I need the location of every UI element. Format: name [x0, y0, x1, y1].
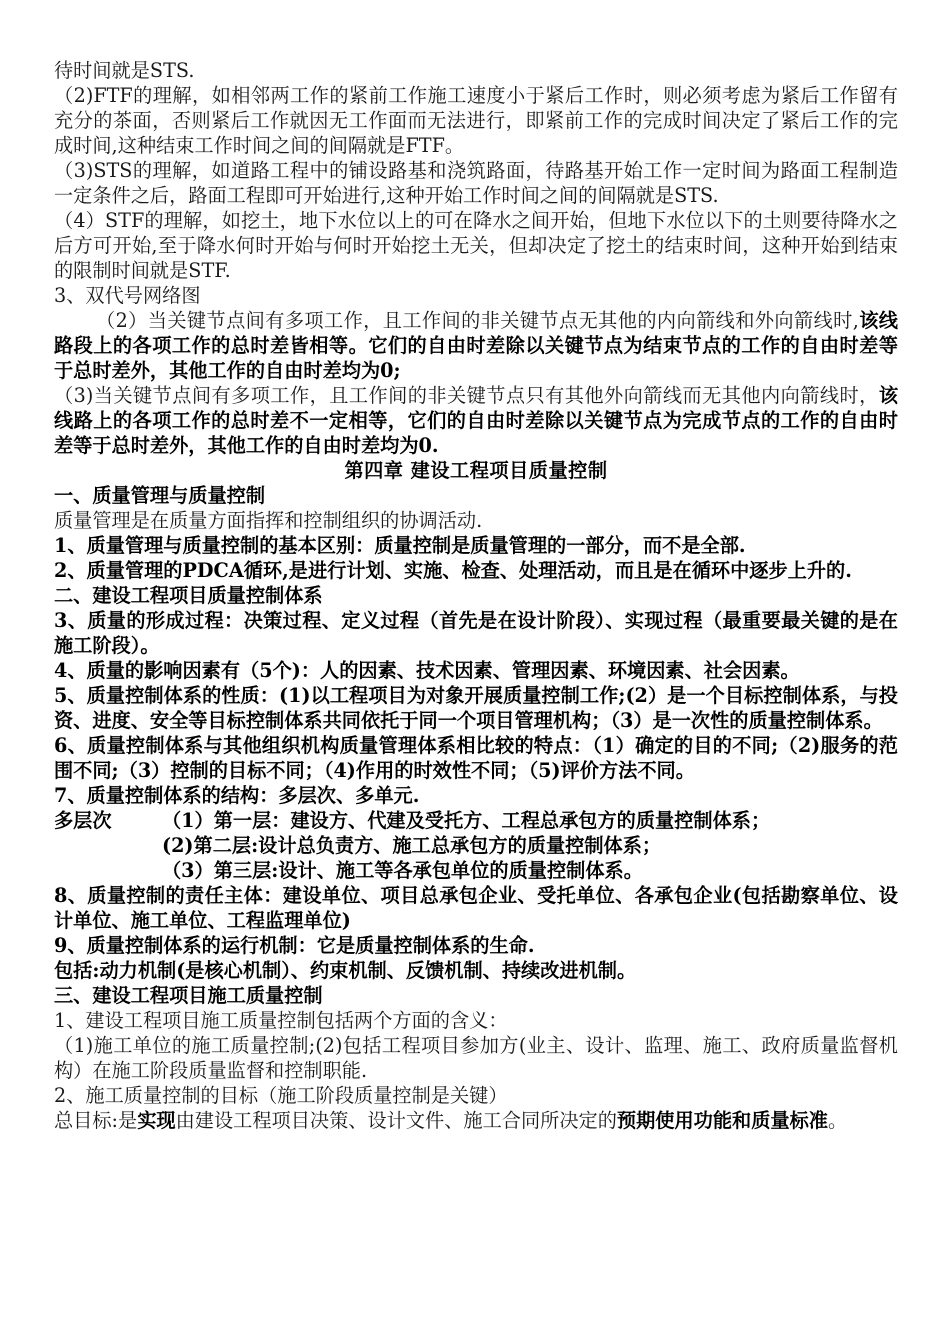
text-bold: 预期使用功能和质量标准: [616, 1109, 828, 1132]
paragraph-critical-node-2: [54, 308, 898, 383]
item-4: 4、质量的影响因素有（5个)：人的因素、技术因素、管理因素、环境因素、社会因素。: [54, 659, 800, 682]
item-6: 6、质量控制体系与其他组织机构质量管理体系相比较的特点：（1）确定的目的不同;（2)服务的范围不同;（3）控制的目标不同；（4)作用的时效性不同；（5)评价方法不同。: [54, 734, 898, 782]
text-normal: 总目标:是: [54, 1109, 138, 1132]
item-7-level-1: [54, 808, 898, 833]
text-bold: 该线路上的各项工作的总时差不一定相等，它们的自由时差除以关键节点为完成节点的工作的自由时差等于总时差外，其他工作的自由时差均为0.: [54, 384, 898, 457]
text-bold: 该线路段上的各项工作的总时差皆相等。它们的自由时差除以关键节点为结束节点的工作的自由时差等于总时差外，其他工作的自由时差均为0;: [54, 309, 898, 382]
text-line: 2、施工质量控制的目标（施工阶段质量控制是关键）: [54, 1084, 508, 1107]
section-heading-network: 3、双代号网络图: [54, 284, 201, 307]
item-1: 1、质量管理与质量控制的基本区别：质量控制是质量管理的一部分，而不是全部.: [54, 534, 746, 557]
item-5: 5、质量控制体系的性质：(1)以工程项目为对象开展质量控制工作;(2）是一个目标控制体系，与投资、进度、安全等目标控制体系共同依托于同一个项目管理机构；（3）是一次性的质量控制体系。: [54, 684, 898, 732]
paragraph-stf: （4）STF的理解，如挖土，地下水位以上的可在降水之间开始，但地下水位以下的土则要待降水之后方可开始,至于降水何时开始与何时开始挖土无关，但却决定了挖土的结束时间，这种开始到结束的限制时间就是STF.: [54, 209, 898, 282]
text-bold: 实现: [137, 1109, 176, 1132]
item-8: 8、质量控制的责任主体：建设单位、项目总承包企业、受托单位、各承包企业(包括勘察单位、设计单位、施工单位、工程监理单位): [54, 884, 898, 932]
item-7: 7、质量控制体系的结构：多层次、多单元.: [54, 784, 420, 807]
item-9-detail: 包括:动力机制(是核心机制）、约束机制、反馈机制、持续改进机制。: [54, 959, 637, 982]
text-normal: 由建设工程项目决策、设计文件、施工合同所决定的: [175, 1109, 617, 1132]
heading-3: 三、建设工程项目施工质量控制: [54, 984, 323, 1007]
text-normal: 。: [827, 1109, 848, 1132]
item-7-prefix: 多层次: [54, 809, 112, 832]
item-7-level-2: (2)第二层:设计总负责方、施工总承包方的质量控制体系；: [162, 834, 662, 857]
text-line: 待时间就是STS.: [54, 59, 195, 82]
chapter-title: 第四章 建设工程项目质量控制: [344, 459, 608, 482]
text-normal: （2）当关键节点间有多项工作，且工作间的非关键节点无其他的内向箭线和外向箭线时,: [96, 309, 859, 332]
text-normal: （3)当关键节点间有多项工作，且工作间的非关键节点只有其他外向箭线而无其他内向箭线时，: [54, 384, 879, 407]
paragraph-goal: [54, 1108, 898, 1133]
item-9: 9、质量控制体系的运行机制：它是质量控制体系的生命.: [54, 934, 535, 957]
text-line: 1、建设工程项目施工质量控制包括两个方面的含义：: [54, 1009, 508, 1032]
heading-1: 一、质量管理与质量控制: [54, 484, 266, 507]
paragraph-meaning: （1)施工单位的施工质量控制;(2)包括工程项目参加方(业主、设计、监理、施工、政府质量监督机构）在施工阶段质量监督和控制职能.: [54, 1034, 898, 1082]
text-line: 质量管理是在质量方面指挥和控制组织的协调活动.: [54, 509, 483, 532]
paragraph-critical-node-3: [54, 383, 898, 458]
heading-2: 二、建设工程项目质量控制体系: [54, 584, 323, 607]
item-7-level-3: （3）第三层:设计、施工等各承包单位的质量控制体系。: [162, 859, 643, 882]
paragraph-ftf: （2)FTF的理解，如相邻两工作的紧前工作施工速度小于紧后工作时，则必须考虑为紧后工作留有充分的茶面，否则紧后工作就因无工作面而无法进行，即紧前工作的完成时间决定了紧后工作的完成时间,这种结束工作时间之间的间隔就是FTF。: [54, 84, 898, 157]
item-3: 3、质量的形成过程：决策过程、定义过程（首先是在设计阶段）、实现过程（最重要最关键的是在施工阶段）。: [54, 609, 898, 657]
item-2: 2、质量管理的PDCA循环,是进行计划、实施、检查、处理活动，而且是在循环中逐步上升的.: [54, 559, 852, 582]
text-bold: （1）第一层：建设方、代建及受托方、工程总承包方的质量控制体系；: [162, 809, 771, 832]
paragraph-sts: （3)STS的理解，如道路工程中的铺设路基和浇筑路面，待路基开始工作一定时间为路面工程制造一定条件之后，路面工程即可开始进行,这种开始工作时间之间的间隔就是STS.: [54, 159, 898, 207]
